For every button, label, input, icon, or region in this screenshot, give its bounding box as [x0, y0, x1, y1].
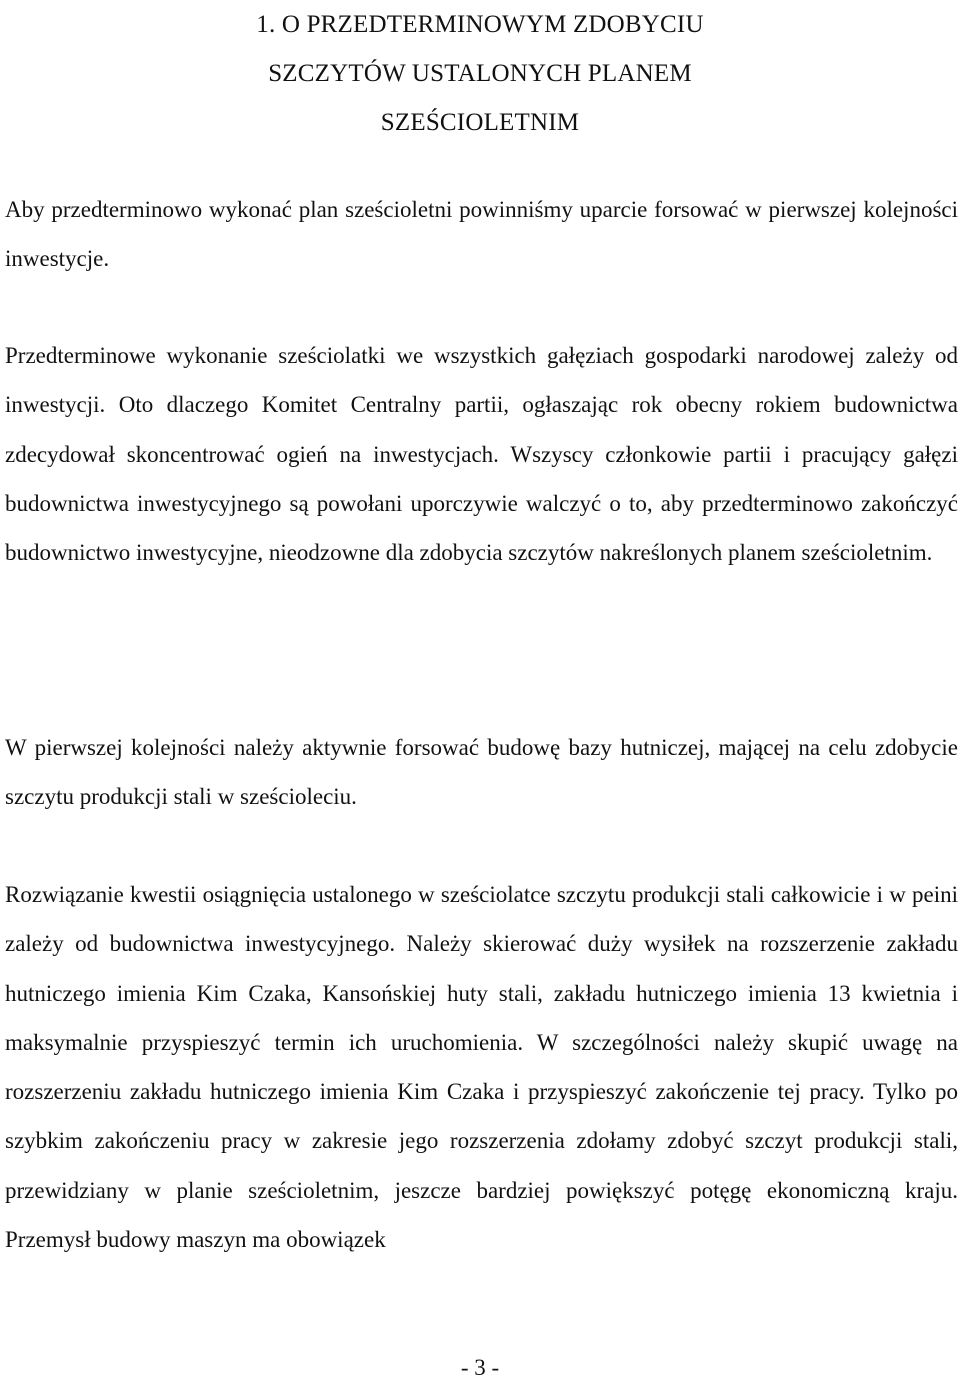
paragraph-4: Rozwiązanie kwestii osiągnięcia ustalonego w sześciolatce szczytu produkcji stali całkowicie i w peini zależy od budownictwa inwestycyjnego. Należy skierować duży wysiłek na rozszerzenie zakładu hutniczego imienia Kim Czaka, Kansońskiej huty stali, zakładu hutniczego imienia 13 kwietnia i maksymalnie przyspieszyć termin ich uruchomienia. W szczególności należy skupić uwagę na rozszerzeniu zakładu hutniczego imienia Kim Czaka i przyspieszyć zakończenie tej pracy. Tylko po szybkim zakończeniu pracy w zakresie jego rozszerzenia zdołamy zdobyć szczyt produkcji stali, przewidziany w planie sześcioletnim, jeszcze bardziej powiększyć potęgę ekonomiczną kraju. Przemysł budowy maszyn ma obowiązek: [5, 882, 958, 1253]
heading-line-2: SZCZYTÓW USTALONYCH PLANEM: [268, 60, 692, 87]
heading-line-1: 1. O PRZEDTERMINOWYM ZDOBYCIU: [256, 11, 704, 38]
paragraph-2: Przedterminowe wykonanie sześciolatki we wszystkich gałęziach gospodarki narodowej zależy od inwestycji. Oto dlaczego Komitet Centralny partii, ogłaszając rok obecny rokiem budownictwa zdecydował skoncentrować ogień na inwestycjach. Wszyscy członkowie partii i pracujący gałęzi budownictwa inwestycyjnego są powołani uporczywie walczyć o to, aby przedterminowo zakończyć budownictwo inwestycyjne, nieodzowne dla zdobycia szczytów nakreślonych planem sześcioletnim.: [5, 343, 958, 566]
chapter-heading: [0, 0, 960, 147]
heading-line-3: SZEŚCIOLETNIM: [380, 109, 580, 136]
paragraph-1: Aby przedterminowo wykonać plan sześcioletni powinniśmy uparcie forsować w pierwszej kolejności inwestycje.: [5, 197, 958, 272]
page-number: - 3 -: [460, 1355, 500, 1380]
paragraph-3: W pierwszej kolejności należy aktywnie forsować budowę bazy hutniczej, mającej na celu zdobycie szczytu produkcji stali w sześcioleciu.: [5, 735, 958, 810]
